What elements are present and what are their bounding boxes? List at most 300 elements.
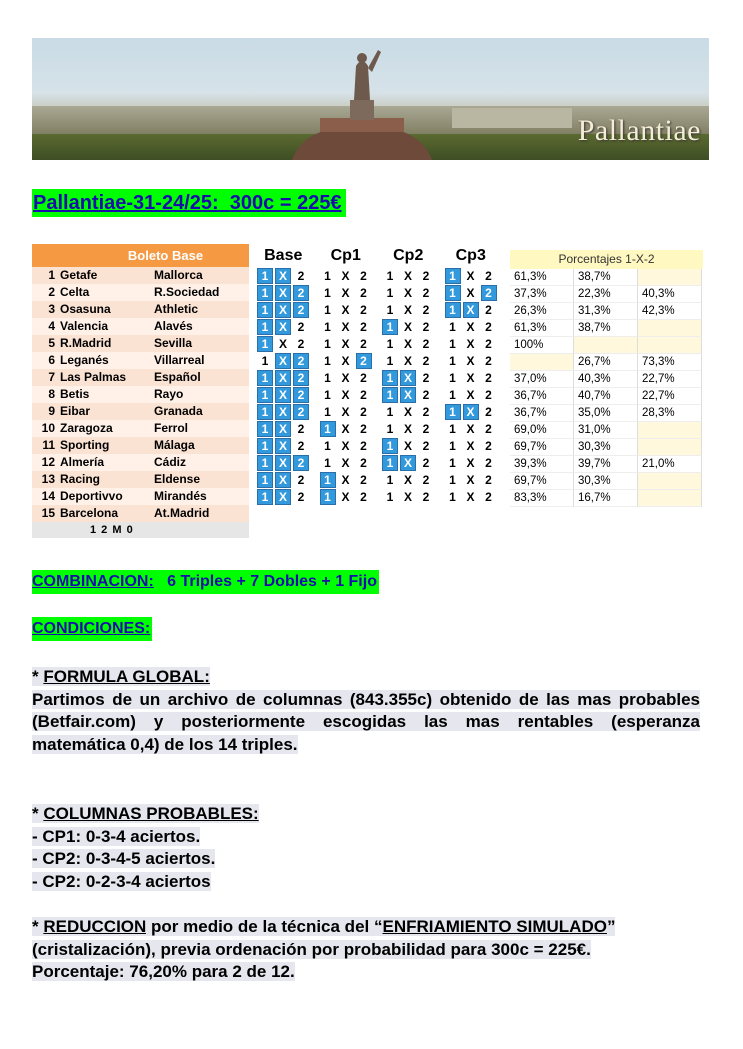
reduccion-text2: ” (cristalización), previa ordenación por probabilidad para 300c = 225€. xyxy=(32,917,616,959)
sign-cell[interactable]: X xyxy=(341,370,350,385)
sign-cell[interactable]: X xyxy=(403,336,412,351)
sign-cell[interactable]: X xyxy=(466,268,475,283)
sign-cell[interactable]: 1 xyxy=(258,456,272,470)
sign-cell[interactable]: 1 xyxy=(261,353,269,368)
sign-cell[interactable]: 2 xyxy=(294,405,308,419)
percentage-cell: 38,7% xyxy=(574,269,638,286)
sign-cell[interactable]: X xyxy=(341,438,350,453)
sign-cell[interactable]: X xyxy=(401,456,415,470)
match-number: 8 xyxy=(48,387,55,401)
sign-cell[interactable]: X xyxy=(276,320,290,334)
sign-cell[interactable]: X xyxy=(401,388,415,402)
cp3-signs xyxy=(444,388,507,402)
cp2-signs xyxy=(381,405,444,419)
sign-cell[interactable]: X xyxy=(403,353,412,368)
signs-row xyxy=(256,301,506,318)
away-team: At.Madrid xyxy=(154,506,210,520)
cp2-signs xyxy=(381,286,444,300)
combinacion-value: 6 Triples + 7 Dobles + 1 Fijo xyxy=(167,573,377,590)
sign-cell[interactable]: 2 xyxy=(360,370,367,385)
sign-cell[interactable]: 1 xyxy=(386,404,394,419)
match-row xyxy=(32,488,249,505)
away-team: Villarreal xyxy=(154,353,205,367)
sign-cell[interactable]: 2 xyxy=(485,319,492,334)
sign-cell[interactable]: 2 xyxy=(485,472,492,487)
percentage-cell: 40,3% xyxy=(638,286,702,303)
sign-cell[interactable]: 2 xyxy=(360,472,367,487)
cp3-signs xyxy=(444,473,507,487)
sign-cell[interactable]: 1 xyxy=(446,286,460,300)
sign-cell[interactable]: 2 xyxy=(360,302,367,317)
base-signs xyxy=(256,405,319,419)
percentage-cell: 26,3% xyxy=(510,303,574,320)
sign-cell[interactable]: 1 xyxy=(324,302,331,317)
boleto-base-table xyxy=(32,244,249,538)
away-team: Ferrol xyxy=(154,421,189,435)
sign-cell[interactable]: 2 xyxy=(360,387,367,402)
sign-cell[interactable]: X xyxy=(276,388,290,402)
sign-cell[interactable]: 2 xyxy=(422,421,430,436)
sign-cell[interactable]: X xyxy=(403,302,412,317)
base-signs xyxy=(256,490,319,504)
cp2-signs xyxy=(381,490,444,504)
sign-cell[interactable]: 1 xyxy=(324,438,331,453)
cp1-signs xyxy=(319,354,382,368)
sign-cell[interactable]: 1 xyxy=(321,473,335,487)
sign-cell[interactable]: 2 xyxy=(294,354,308,368)
signs-row xyxy=(256,352,506,369)
signs-row xyxy=(256,420,506,437)
sign-cell[interactable]: 2 xyxy=(485,438,492,453)
sign-cell[interactable]: 1 xyxy=(446,269,460,283)
sign-cell[interactable]: X xyxy=(341,387,350,402)
pallantiae-logo: Pallantiae xyxy=(577,114,701,147)
signs-row xyxy=(256,488,506,505)
sign-cell[interactable]: X xyxy=(276,456,290,470)
sign-cell[interactable]: 1 xyxy=(258,490,272,504)
cp3-signs xyxy=(444,456,507,470)
sign-cell[interactable]: 2 xyxy=(485,455,492,470)
sign-cell[interactable]: 1 xyxy=(258,269,272,283)
sign-cell[interactable]: 1 xyxy=(386,489,394,504)
sign-cell[interactable]: 2 xyxy=(297,421,305,436)
sign-cell[interactable]: X xyxy=(466,438,475,453)
sign-cell[interactable]: X xyxy=(341,353,350,368)
sign-cell[interactable]: 2 xyxy=(294,286,308,300)
cp2-signs xyxy=(381,473,444,487)
sign-cell[interactable]: X xyxy=(276,371,290,385)
sign-cell[interactable]: 2 xyxy=(482,286,496,300)
sign-cell[interactable]: X xyxy=(276,490,290,504)
sign-cell[interactable]: X xyxy=(466,455,475,470)
match-row xyxy=(32,369,249,386)
sign-cell[interactable]: 1 xyxy=(386,285,394,300)
sign-cell[interactable]: 2 xyxy=(360,319,367,334)
home-team: Osasuna xyxy=(60,302,111,316)
banner-town xyxy=(452,108,572,128)
sign-cell[interactable]: 2 xyxy=(485,268,492,283)
sign-cell[interactable]: X xyxy=(341,404,350,419)
away-team: R.Sociedad xyxy=(154,285,220,299)
sign-cell[interactable]: 1 xyxy=(321,422,335,436)
percentage-cell: 61,3% xyxy=(510,320,574,337)
percentage-row xyxy=(510,388,703,405)
cp1-signs xyxy=(319,388,382,402)
sign-cell[interactable]: 1 xyxy=(258,422,272,436)
sign-cell[interactable]: 1 xyxy=(324,353,331,368)
condiciones-heading[interactable] xyxy=(32,617,152,641)
sign-cell[interactable]: 1 xyxy=(258,439,272,453)
sign-cell[interactable]: 1 xyxy=(449,353,456,368)
signs-row xyxy=(256,386,506,403)
percentage-row xyxy=(510,371,703,388)
sign-cell[interactable]: X xyxy=(403,319,412,334)
sign-cell[interactable]: 2 xyxy=(297,319,305,334)
sign-cell[interactable]: X xyxy=(401,371,415,385)
home-team: Leganés xyxy=(60,353,109,367)
away-team: Sevilla xyxy=(154,336,193,350)
sign-cell[interactable]: 2 xyxy=(294,388,308,402)
sign-cell[interactable]: 2 xyxy=(422,353,430,368)
sign-cell[interactable]: 1 xyxy=(449,370,456,385)
sign-cell[interactable]: 1 xyxy=(449,387,456,402)
base-signs xyxy=(256,354,319,368)
sign-cell[interactable]: X xyxy=(276,354,290,368)
cp2-signs xyxy=(381,337,444,351)
signs-row xyxy=(256,267,506,284)
sign-cell[interactable]: 2 xyxy=(485,387,492,402)
match-row xyxy=(32,352,249,369)
percentage-cell: 21,0% xyxy=(638,456,702,473)
sign-cell[interactable]: 1 xyxy=(258,371,272,385)
page-title[interactable] xyxy=(32,189,346,217)
sign-cell[interactable]: 1 xyxy=(449,319,456,334)
base-signs xyxy=(256,286,319,300)
header-cp3: Cp3 xyxy=(455,247,486,264)
cp2-signs xyxy=(381,269,444,283)
match-row xyxy=(32,505,249,522)
percentage-cell: 69,7% xyxy=(510,473,574,490)
sign-cell[interactable]: X xyxy=(276,269,290,283)
sign-cell[interactable]: 1 xyxy=(449,421,456,436)
boleto-title: Boleto Base xyxy=(32,244,249,267)
percentage-cell: 16,7% xyxy=(574,490,638,507)
cp2-signs xyxy=(381,422,444,436)
percentage-cell: 36,7% xyxy=(510,405,574,422)
sign-cell[interactable]: 1 xyxy=(383,439,397,453)
home-team: Deportivvo xyxy=(60,489,123,503)
match-number: 1 xyxy=(48,268,55,282)
sign-cell[interactable]: 1 xyxy=(386,472,394,487)
sign-cell[interactable]: X xyxy=(341,285,350,300)
sign-cell[interactable]: 2 xyxy=(422,404,430,419)
columnas-title: COLUMNAS PROBABLES: xyxy=(43,804,259,823)
match-number: 5 xyxy=(48,336,55,350)
percentage-cell: 40,7% xyxy=(574,388,638,405)
percentage-cell: 37,3% xyxy=(510,286,574,303)
sign-cell[interactable]: X xyxy=(341,319,350,334)
sign-cell[interactable]: 2 xyxy=(297,438,305,453)
sign-cell[interactable]: 1 xyxy=(386,421,394,436)
percentage-cell: 39,7% xyxy=(574,456,638,473)
sign-cell[interactable]: X xyxy=(466,285,475,300)
columnas-item: - CP1: 0-3-4 aciertos. xyxy=(32,826,201,846)
home-team: Celta xyxy=(60,285,90,299)
cp1-signs xyxy=(319,320,382,334)
sign-cell[interactable]: X xyxy=(276,473,290,487)
sign-cell[interactable]: X xyxy=(403,472,412,487)
sign-cell[interactable]: 1 xyxy=(386,268,394,283)
home-team: Almería xyxy=(60,455,105,469)
match-number: 7 xyxy=(48,370,55,384)
sign-cell[interactable]: 2 xyxy=(485,353,492,368)
sign-cell[interactable]: X xyxy=(403,404,412,419)
sign-cell[interactable]: 1 xyxy=(321,490,335,504)
columnas-prefix: * xyxy=(32,804,44,823)
sign-cell[interactable]: X xyxy=(466,353,475,368)
percentage-cell: 69,0% xyxy=(510,422,574,439)
cp1-signs xyxy=(319,286,382,300)
sign-cell[interactable]: 2 xyxy=(422,455,430,470)
reduccion-prefix: * xyxy=(32,917,44,936)
home-team: Eibar xyxy=(60,404,91,418)
sign-cell[interactable]: 1 xyxy=(324,387,331,402)
percentage-row xyxy=(510,286,703,303)
sign-cell[interactable]: 1 xyxy=(324,268,331,283)
match-row xyxy=(32,301,249,318)
sign-cell[interactable]: 2 xyxy=(297,336,305,351)
sign-cell[interactable]: 1 xyxy=(383,388,397,402)
cp3-signs xyxy=(444,269,507,283)
sign-cell[interactable]: 2 xyxy=(485,302,492,317)
match-number: 15 xyxy=(41,506,55,520)
sign-cell[interactable]: 1 xyxy=(449,489,456,504)
sign-cell[interactable]: 1 xyxy=(324,455,331,470)
percentage-row xyxy=(510,473,703,490)
signs-row xyxy=(256,403,506,420)
sign-cell[interactable]: X xyxy=(341,455,350,470)
base-signs xyxy=(256,303,319,317)
sign-cell[interactable]: 2 xyxy=(422,319,430,334)
home-team: Sporting xyxy=(60,438,110,452)
title-cost: 300c = 225€ xyxy=(229,192,342,214)
sign-cell[interactable]: X xyxy=(403,421,412,436)
sign-cell[interactable]: 2 xyxy=(485,336,492,351)
sign-cell[interactable]: 2 xyxy=(485,421,492,436)
cp3-signs xyxy=(444,303,507,317)
match-number: 14 xyxy=(41,489,55,503)
sign-cell[interactable]: 1 xyxy=(258,405,272,419)
sign-cell[interactable]: 2 xyxy=(294,371,308,385)
cp1-signs xyxy=(319,371,382,385)
match-number: 11 xyxy=(42,438,55,452)
sign-cell[interactable]: 1 xyxy=(383,371,397,385)
sign-cell[interactable]: X xyxy=(466,370,475,385)
sign-cell[interactable]: X xyxy=(341,472,350,487)
sign-cell[interactable]: 1 xyxy=(449,336,456,351)
sign-cell[interactable]: 1 xyxy=(258,286,272,300)
sign-cell[interactable]: 1 xyxy=(258,473,272,487)
match-number: 2 xyxy=(48,285,55,299)
signs-row xyxy=(256,454,506,471)
sign-cell[interactable]: 1 xyxy=(386,302,394,317)
match-row xyxy=(32,420,249,437)
sign-cell[interactable]: 1 xyxy=(258,320,272,334)
sign-cell[interactable]: X xyxy=(341,489,350,504)
sign-cell[interactable]: 2 xyxy=(360,455,367,470)
sign-cell[interactable]: 1 xyxy=(446,405,460,419)
sign-cell[interactable]: X xyxy=(341,421,350,436)
base-signs xyxy=(256,337,319,351)
cp1-signs xyxy=(319,456,382,470)
sign-cell[interactable]: 1 xyxy=(324,336,331,351)
sign-cell[interactable]: 1 xyxy=(449,455,456,470)
away-team: Cádiz xyxy=(154,455,187,469)
sign-cell[interactable]: 2 xyxy=(297,489,305,504)
formula-section xyxy=(32,666,700,756)
sign-cell[interactable]: X xyxy=(464,405,478,419)
sign-cell[interactable]: 1 xyxy=(449,472,456,487)
cp1-signs xyxy=(319,490,382,504)
sign-cell[interactable]: X xyxy=(276,303,290,317)
percentage-cell: 31,3% xyxy=(574,303,638,320)
match-row xyxy=(32,454,249,471)
sign-cell[interactable]: 1 xyxy=(324,285,331,300)
percentage-cell: 100% xyxy=(510,337,574,354)
sign-cell[interactable]: 2 xyxy=(360,268,367,283)
sign-cell[interactable]: 2 xyxy=(485,489,492,504)
sign-cell[interactable]: X xyxy=(466,421,475,436)
sign-cell[interactable]: X xyxy=(466,387,475,402)
signs-row xyxy=(256,284,506,301)
sign-cell[interactable]: X xyxy=(276,405,290,419)
cp3-signs xyxy=(444,405,507,419)
sign-cell[interactable]: 2 xyxy=(485,404,492,419)
sign-cell[interactable]: X xyxy=(276,422,290,436)
cp1-signs xyxy=(319,473,382,487)
sign-cell[interactable]: 1 xyxy=(258,388,272,402)
sign-cell[interactable]: 1 xyxy=(324,319,331,334)
sign-cell[interactable]: 2 xyxy=(422,472,430,487)
percentage-cell xyxy=(574,337,638,354)
sign-cell[interactable]: 1 xyxy=(258,337,272,351)
combinacion-line[interactable] xyxy=(32,570,379,594)
sign-cell[interactable]: 2 xyxy=(360,404,367,419)
match-number: 13 xyxy=(41,472,55,486)
sign-cell[interactable]: 2 xyxy=(360,421,367,436)
sign-cell[interactable]: X xyxy=(466,472,475,487)
sign-cell[interactable]: 1 xyxy=(383,320,397,334)
sign-cell[interactable]: 2 xyxy=(422,387,430,402)
formula-title: FORMULA GLOBAL: xyxy=(43,667,210,686)
cp2-signs xyxy=(381,388,444,402)
sign-cell[interactable]: X xyxy=(403,489,412,504)
condiciones-label: CONDICIONES: xyxy=(32,620,151,637)
match-row xyxy=(32,471,249,488)
sign-cell[interactable]: 2 xyxy=(357,354,371,368)
sign-cell[interactable]: 2 xyxy=(422,336,430,351)
cp2-signs xyxy=(381,303,444,317)
sign-cell[interactable]: X xyxy=(341,336,350,351)
percentage-row xyxy=(510,269,703,286)
away-team: Málaga xyxy=(154,438,195,452)
sign-cell[interactable]: 2 xyxy=(422,438,430,453)
signs-grid xyxy=(256,244,506,505)
sign-cell[interactable]: 1 xyxy=(446,303,460,317)
percentage-cell: 30,3% xyxy=(574,439,638,456)
sign-cell[interactable]: 2 xyxy=(297,268,305,283)
away-team: Mallorca xyxy=(154,268,203,282)
sign-cell[interactable]: X xyxy=(276,286,290,300)
sign-cell[interactable]: X xyxy=(403,268,412,283)
sign-cell[interactable]: 1 xyxy=(324,404,331,419)
signs-row xyxy=(256,318,506,335)
percentages-title: Porcentajes 1-X-2 xyxy=(510,250,703,269)
sign-cell[interactable]: X xyxy=(341,268,350,283)
sign-cell[interactable]: 2 xyxy=(294,303,308,317)
sign-cell[interactable]: 2 xyxy=(297,472,305,487)
sign-cell[interactable]: 2 xyxy=(422,268,430,283)
sign-cell[interactable]: 2 xyxy=(294,456,308,470)
percentage-row xyxy=(510,405,703,422)
sign-cell[interactable]: X xyxy=(466,319,475,334)
sign-cell[interactable]: X xyxy=(403,285,412,300)
cp1-signs xyxy=(319,439,382,453)
header-banner-image xyxy=(32,38,709,160)
sign-cell[interactable]: X xyxy=(403,438,412,453)
sign-cell[interactable]: 2 xyxy=(360,438,367,453)
percentage-cell xyxy=(510,354,574,371)
sign-cell[interactable]: X xyxy=(464,303,478,317)
sign-cell[interactable]: 1 xyxy=(449,438,456,453)
sign-cell[interactable]: X xyxy=(466,336,475,351)
sign-cell[interactable]: 1 xyxy=(324,370,331,385)
percentage-cell: 31,0% xyxy=(574,422,638,439)
sign-cell[interactable]: 2 xyxy=(422,302,430,317)
cp3-signs xyxy=(444,439,507,453)
match-number: 3 xyxy=(48,302,55,316)
sign-cell[interactable]: X xyxy=(276,439,290,453)
sign-cell[interactable]: 2 xyxy=(422,370,430,385)
match-number: 4 xyxy=(48,319,55,333)
sign-cell[interactable]: 2 xyxy=(360,285,367,300)
percentage-cell: 61,3% xyxy=(510,269,574,286)
header-cp2: Cp2 xyxy=(393,247,424,264)
sign-cell[interactable]: 1 xyxy=(386,353,394,368)
cp2-signs xyxy=(381,456,444,470)
cp1-signs xyxy=(319,337,382,351)
sign-cell[interactable]: 2 xyxy=(360,489,367,504)
percentage-cell: 38,7% xyxy=(574,320,638,337)
sign-cell[interactable]: 2 xyxy=(360,336,367,351)
sign-cell[interactable]: X xyxy=(466,489,475,504)
away-team: Español xyxy=(154,370,201,384)
sign-cell[interactable]: 1 xyxy=(258,303,272,317)
away-team: Rayo xyxy=(154,387,184,401)
sign-cell[interactable]: 1 xyxy=(386,336,394,351)
sign-cell[interactable]: 1 xyxy=(383,456,397,470)
sign-cell[interactable]: X xyxy=(278,336,287,351)
cp1-signs xyxy=(319,422,382,436)
sign-cell[interactable]: 2 xyxy=(485,370,492,385)
sign-cell[interactable]: 2 xyxy=(422,285,430,300)
percentage-cell xyxy=(638,320,702,337)
sign-cell[interactable]: X xyxy=(341,302,350,317)
match-row xyxy=(32,267,249,284)
sign-cell[interactable]: 2 xyxy=(422,489,430,504)
header-cp1: Cp1 xyxy=(330,247,361,264)
match-number: 6 xyxy=(48,353,55,367)
